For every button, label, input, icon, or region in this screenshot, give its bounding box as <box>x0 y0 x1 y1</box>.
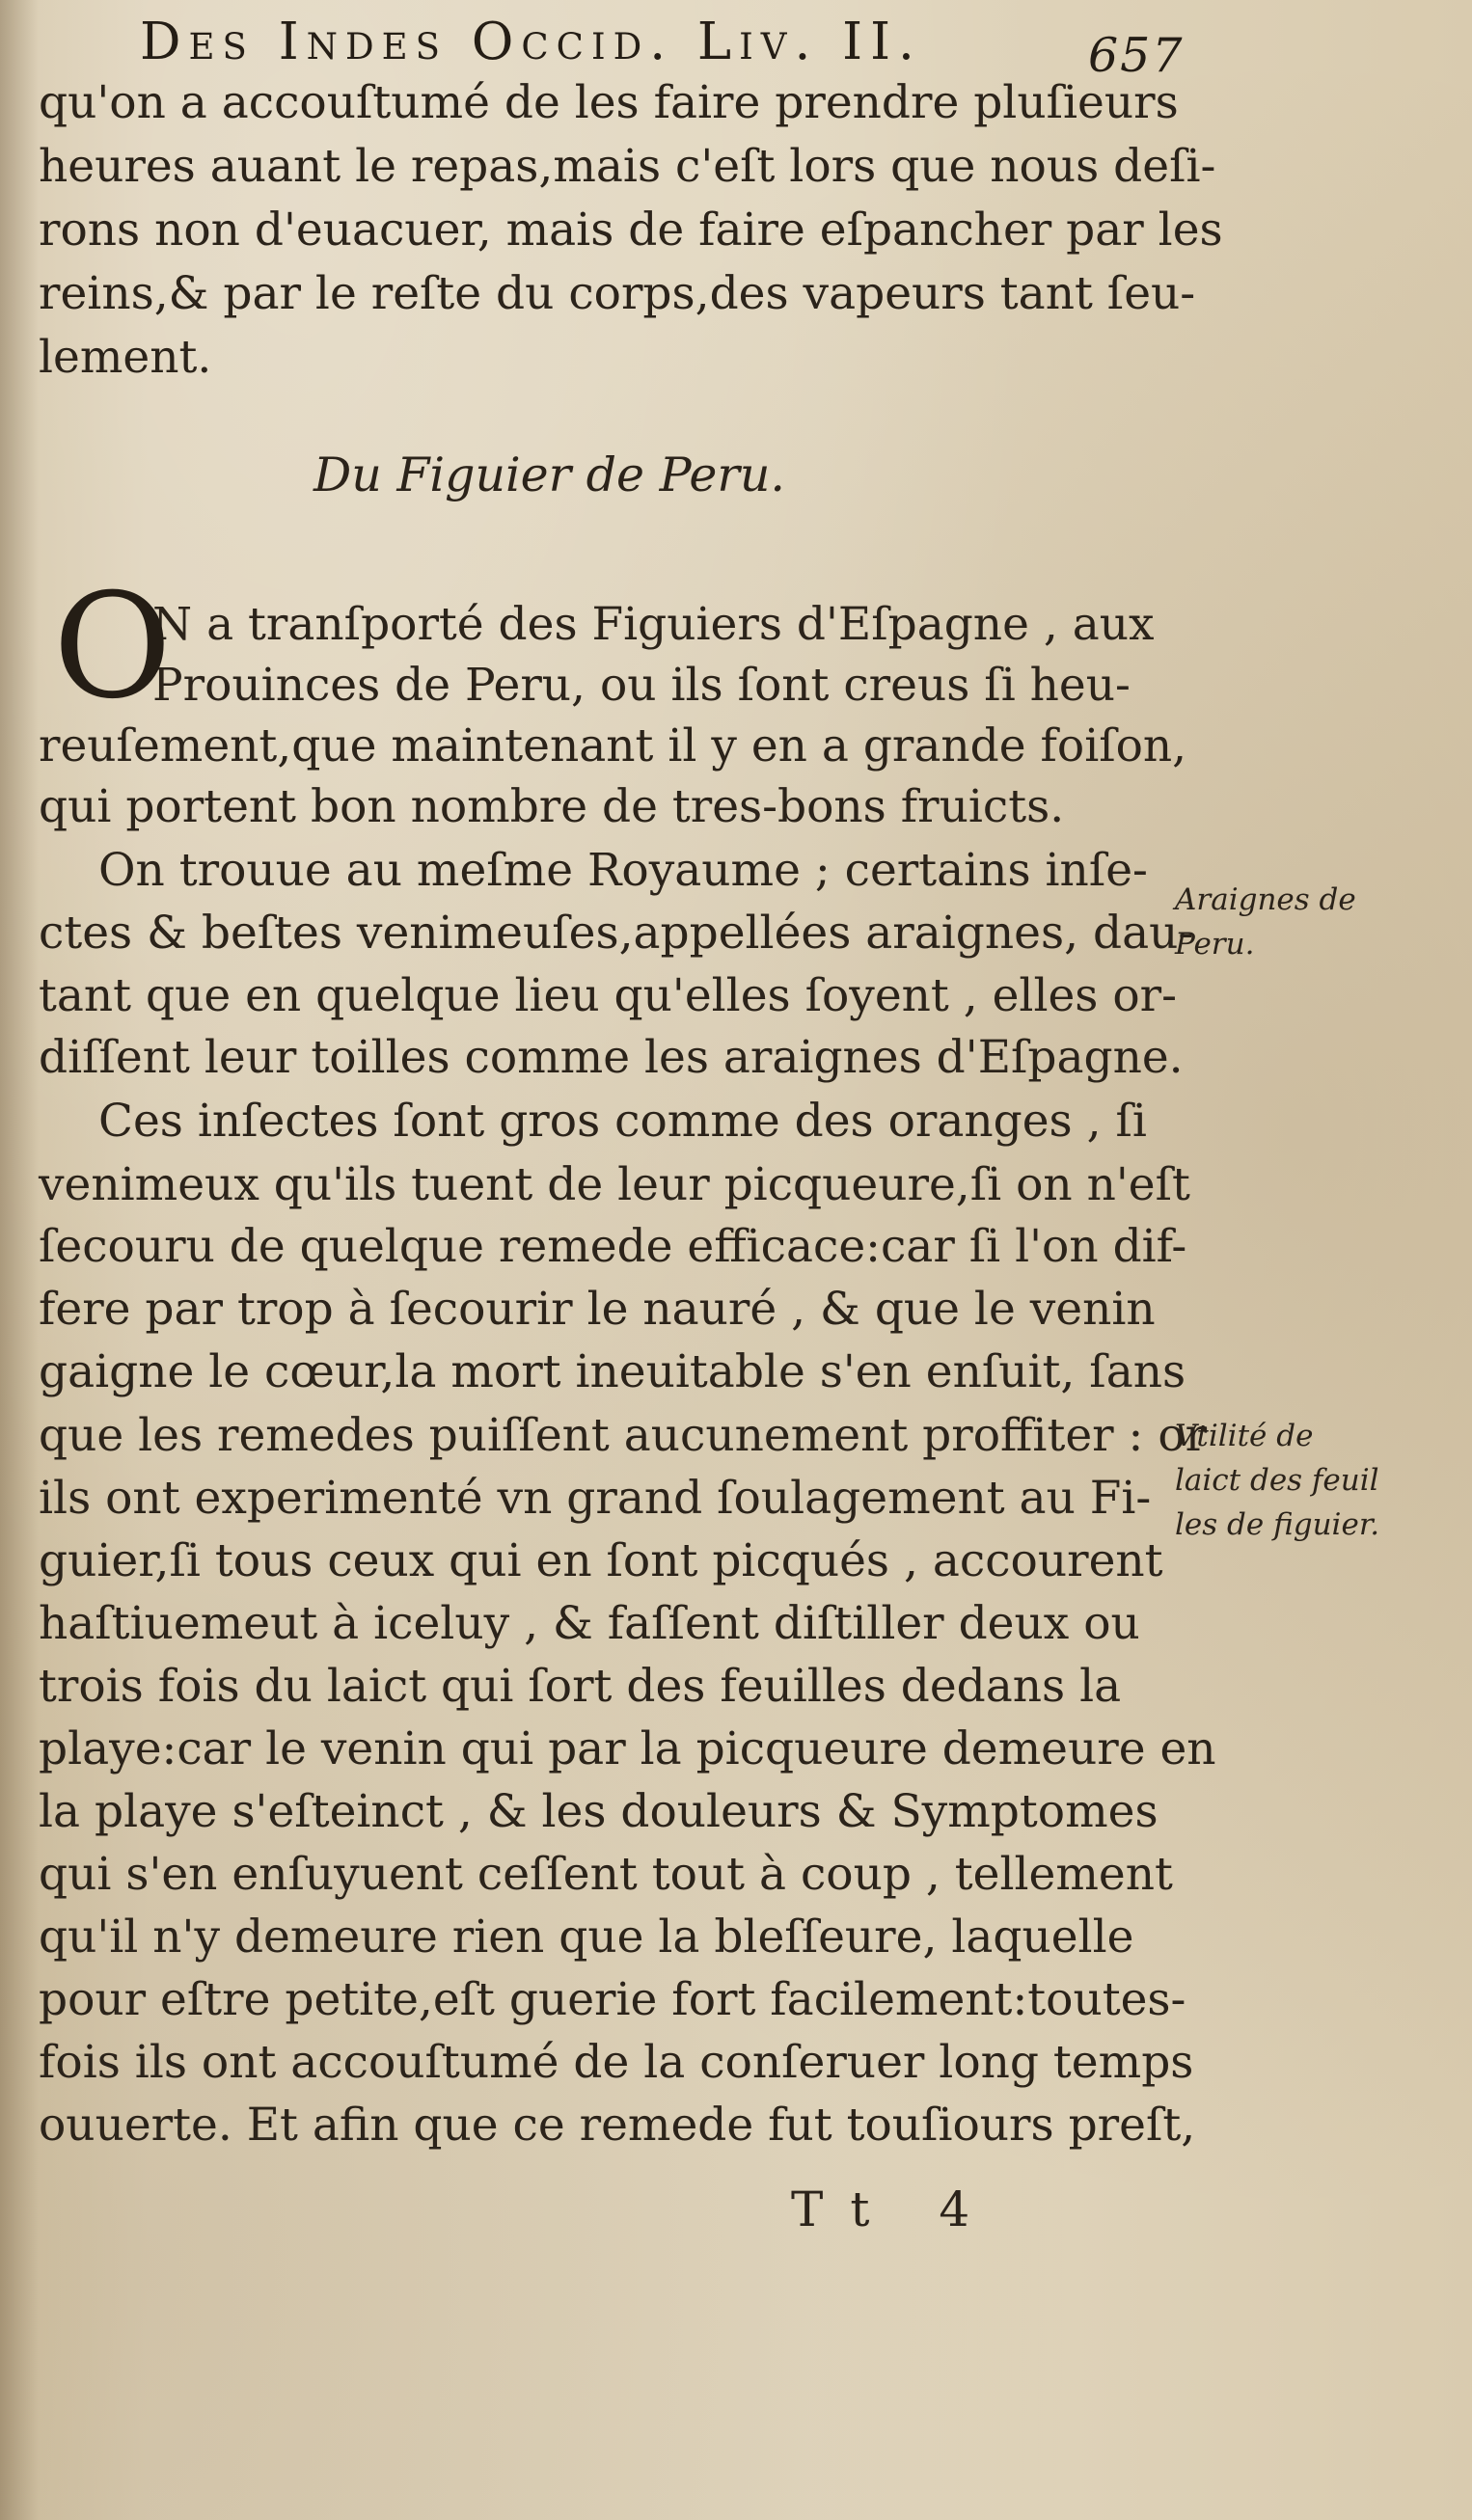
text-line: fere par trop à ſecourir le nauré , & que le venin <box>39 1283 1156 1336</box>
marginal-note-line: laict des feuil <box>1175 1463 1379 1498</box>
text-line: guier,ſi tous ceux qui en ſont picqués , accourent <box>39 1534 1163 1587</box>
text-line: playe:car le venin qui par la picqueure demeure en <box>39 1722 1216 1775</box>
text-line: pour eſtre petite,eſt guerie fort facilement:toutes- <box>39 1973 1186 2026</box>
text-line: reins,& par le reſte du corps,des vapeurs tant ſeu- <box>39 267 1196 320</box>
text-line: ctes & beſtes venimeuſes,appellées araignes, dau- <box>39 907 1194 960</box>
main-text-block <box>39 0 1223 2520</box>
text-line: ils ont experimenté vn grand ſoulagement au Fi- <box>39 1472 1152 1525</box>
text-line: qu'on a accouſtumé de les faire prendre pluſieurs <box>39 76 1179 129</box>
text-line: qu'il n'y demeure rien que la bleſſeure, laquelle <box>39 1910 1134 1964</box>
text-line: tant que en quelque lieu qu'elles ſoyent , elles or- <box>39 969 1178 1022</box>
text-line: ſecouru de quelque remede efficace:car ſi l'on dif- <box>39 1220 1187 1273</box>
text-line: reuſement,que maintenant il y en a grande foiſon, <box>39 719 1187 772</box>
page-number: 657 <box>1088 28 1185 83</box>
spine-shadow <box>0 0 39 2520</box>
text-line: gaigne le cœur,la mort ineuitable s'en enſuit, ſans <box>39 1345 1186 1398</box>
marginal-note-araignes <box>1175 878 1464 966</box>
marginal-note-figuier <box>1175 1414 1464 1547</box>
text-line: qui s'en enſuyuent ceſſent tout à coup , tellement <box>39 1848 1173 1901</box>
text-line: lement. <box>39 331 212 384</box>
text-line: diſſent leur toilles comme les araignes d'Eſpagne. <box>39 1031 1184 1084</box>
text-line: rons non d'euacuer, mais de faire eſpancher par les <box>39 203 1223 257</box>
text-line: N a tranſporté des Figuiers d'Eſpagne , aux <box>152 598 1155 651</box>
text-line: qui portent bon nombre de tres-bons fruicts. <box>39 780 1065 833</box>
marginal-note-line: Araignes de <box>1175 882 1356 917</box>
text-line: fois ils ont accouſtumé de la conſeruer long temps <box>39 2036 1194 2089</box>
drop-cap: O <box>53 563 172 731</box>
text-line: On trouue au meſme Royaume ; certains inſe- <box>98 844 1148 897</box>
marginal-note-line: Vtilité de <box>1175 1419 1314 1453</box>
text-line: la playe s'eſteinct , & les douleurs & Symptomes <box>39 1785 1159 1838</box>
text-line: heures auant le repas,mais c'eſt lors que nous deſi- <box>39 140 1216 193</box>
marginal-note-line: Peru. <box>1175 927 1255 962</box>
marginal-note-line: les de figuier. <box>1175 1507 1380 1542</box>
running-head: Des Indes Occid. Liv. II. <box>140 13 922 71</box>
text-line: Prouinces de Peru, ou ils ſont creus ſi heu- <box>152 659 1131 712</box>
text-line: Ces inſectes ſont gros comme des oranges , ſi <box>98 1095 1147 1148</box>
text-line: haſtiuemeut à iceluy , & faſſent diſtiller deux ou <box>39 1597 1140 1650</box>
text-line: ouuerte. Et afin que ce remede fut touſiours preſt, <box>39 2099 1196 2152</box>
text-line: que les remedes puiſſent aucunement proffiter : or <box>39 1409 1208 1462</box>
section-heading: Du Figuier de Peru. <box>313 447 785 502</box>
text-line: venimeux qu'ils tuent de leur picqueure,ſi on n'eſt <box>39 1158 1190 1211</box>
text-line: trois fois du laict qui ſort des feuilles dedans la <box>39 1660 1122 1713</box>
signature-mark: Tt 4 <box>791 2181 997 2237</box>
